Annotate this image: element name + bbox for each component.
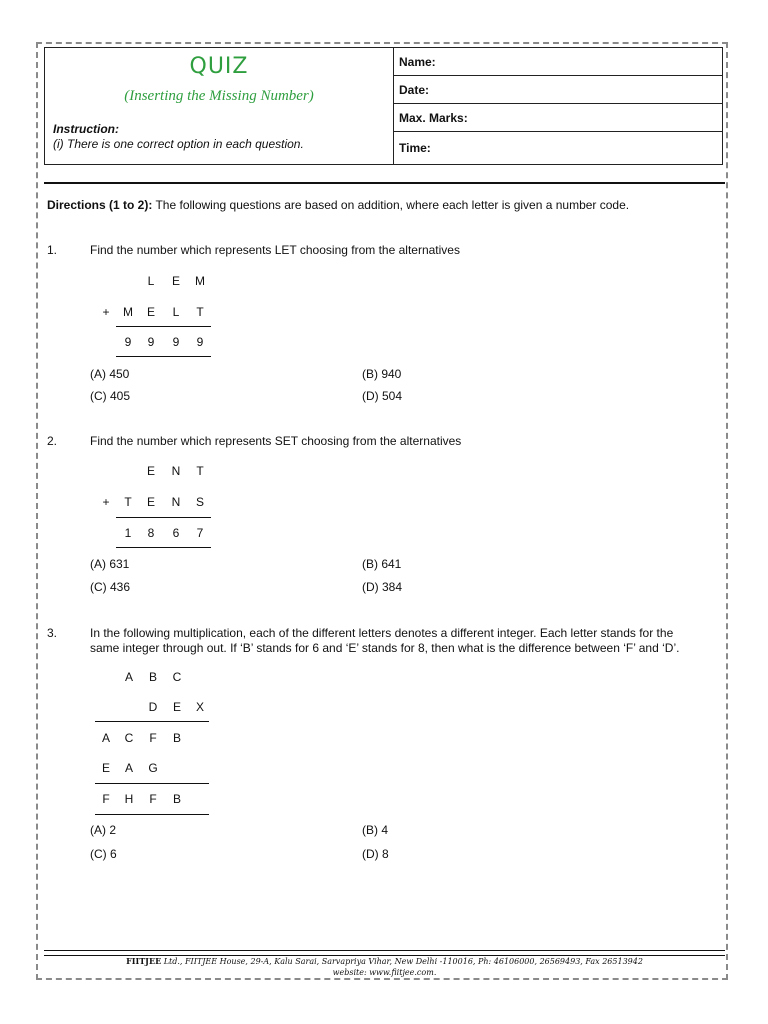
puzzle-letter: E xyxy=(171,274,180,288)
puzzle-letter: A xyxy=(101,731,110,745)
header-left-panel xyxy=(45,48,394,164)
question-text: Find the number which represents LET choosing from the alternatives xyxy=(90,243,460,257)
sum-line xyxy=(116,356,211,357)
option-d: (D) 384 xyxy=(362,580,403,594)
puzzle-letter: X xyxy=(195,700,204,714)
question-text-line1: In the following multiplication, each of the different letters denotes a different integer. Each letter stands for the xyxy=(90,626,674,640)
option-b: (B) 641 xyxy=(362,557,402,571)
sum-line xyxy=(116,326,211,327)
option-b: (B) 4 xyxy=(362,823,389,837)
puzzle-digit: 9 xyxy=(196,335,204,349)
puzzle-digit: 1 xyxy=(124,526,132,540)
puzzle-letter: C xyxy=(172,670,182,684)
puzzle-letter: T xyxy=(196,305,204,319)
puzzle-letter: H xyxy=(124,792,134,806)
question-text: Find the number which represents SET choosing from the alternatives xyxy=(90,434,462,448)
option-c: (C) 405 xyxy=(90,389,131,403)
header-separator xyxy=(44,182,725,184)
puzzle-letter: N xyxy=(171,464,181,478)
puzzle-letter: S xyxy=(195,495,204,509)
puzzle-letter: T xyxy=(196,464,204,478)
puzzle-letter: L xyxy=(147,274,155,288)
directions-text: The following questions are based on addition, where each letter is given a number code. xyxy=(152,198,630,212)
quiz-subtitle: (Inserting the Missing Number) xyxy=(124,88,314,104)
sum-line xyxy=(116,517,211,518)
plus-sign: + xyxy=(102,495,110,509)
quiz-header xyxy=(44,47,723,165)
puzzle-letter: B xyxy=(148,670,157,684)
directions-label: Directions (1 to 2): xyxy=(47,198,153,212)
puzzle-letter: D xyxy=(148,700,158,714)
puzzle-digit: 9 xyxy=(147,335,155,349)
product-line xyxy=(95,814,209,815)
puzzle-digit: 9 xyxy=(172,335,180,349)
puzzle-letter: N xyxy=(171,495,181,509)
quiz-title: QUIZ xyxy=(189,54,249,79)
option-c: (C) 436 xyxy=(90,580,131,594)
option-a: (A) 2 xyxy=(90,823,117,837)
puzzle-digit: 9 xyxy=(124,335,132,349)
puzzle-letter: A xyxy=(124,670,133,684)
footer-address xyxy=(44,956,725,966)
puzzle-letter: M xyxy=(123,305,133,319)
option-a: (A) 450 xyxy=(90,367,130,381)
puzzle-letter: E xyxy=(146,464,155,478)
puzzle-letter: C xyxy=(124,731,134,745)
footer-website: website: www.fiitjee.com. xyxy=(332,968,437,977)
question-text-line2: same integer through out. If ‘B’ stands for 6 and ‘E’ stands for 8, then what is the difference between ‘F’ and ‘D’. xyxy=(90,641,680,655)
question-number: 2. xyxy=(47,434,58,448)
date-field: Date: xyxy=(393,76,722,104)
footer-address-text: Ltd., FIITJEE House, 29-A, Kalu Sarai, Sarvapriya Vihar, New Delhi -110016, Ph: 46106000, 26569493, Fax 26513942 xyxy=(161,957,643,966)
puzzle-letter: M xyxy=(195,274,205,288)
max-marks-field: Max. Marks: xyxy=(393,104,722,132)
puzzle-digit: 8 xyxy=(147,526,155,540)
puzzle-letter: E xyxy=(146,305,155,319)
puzzle-letter: G xyxy=(148,761,158,775)
puzzle-digit: 7 xyxy=(196,526,204,540)
puzzle-letter: F xyxy=(149,792,157,806)
option-a: (A) 631 xyxy=(90,557,130,571)
instruction-label: Instruction: xyxy=(53,122,119,136)
product-line xyxy=(95,783,209,784)
puzzle-letter: T xyxy=(124,495,132,509)
question-number: 3. xyxy=(47,626,58,640)
time-field: Time: xyxy=(399,141,431,155)
puzzle-letter: F xyxy=(149,731,157,745)
puzzle-letter: B xyxy=(172,792,181,806)
footer-brand: FIITJEE xyxy=(126,956,162,966)
puzzle-letter: E xyxy=(146,495,155,509)
question-number: 1. xyxy=(47,243,58,257)
option-b: (B) 940 xyxy=(362,367,402,381)
option-d: (D) 8 xyxy=(362,847,389,861)
puzzle-letter: A xyxy=(124,761,133,775)
puzzle-letter: F xyxy=(102,792,110,806)
instruction-text: (i) There is one correct option in each question. xyxy=(53,137,304,151)
plus-sign: + xyxy=(102,305,110,319)
option-d: (D) 504 xyxy=(362,389,403,403)
option-c: (C) 6 xyxy=(90,847,117,861)
sum-line xyxy=(116,547,211,548)
puzzle-letter: B xyxy=(172,731,181,745)
puzzle-digit: 6 xyxy=(172,526,180,540)
directions xyxy=(47,198,629,212)
puzzle-letter: E xyxy=(101,761,110,775)
name-field: Name: xyxy=(393,48,722,76)
puzzle-letter: E xyxy=(172,700,181,714)
puzzle-letter: L xyxy=(172,305,180,319)
product-line xyxy=(95,721,209,722)
